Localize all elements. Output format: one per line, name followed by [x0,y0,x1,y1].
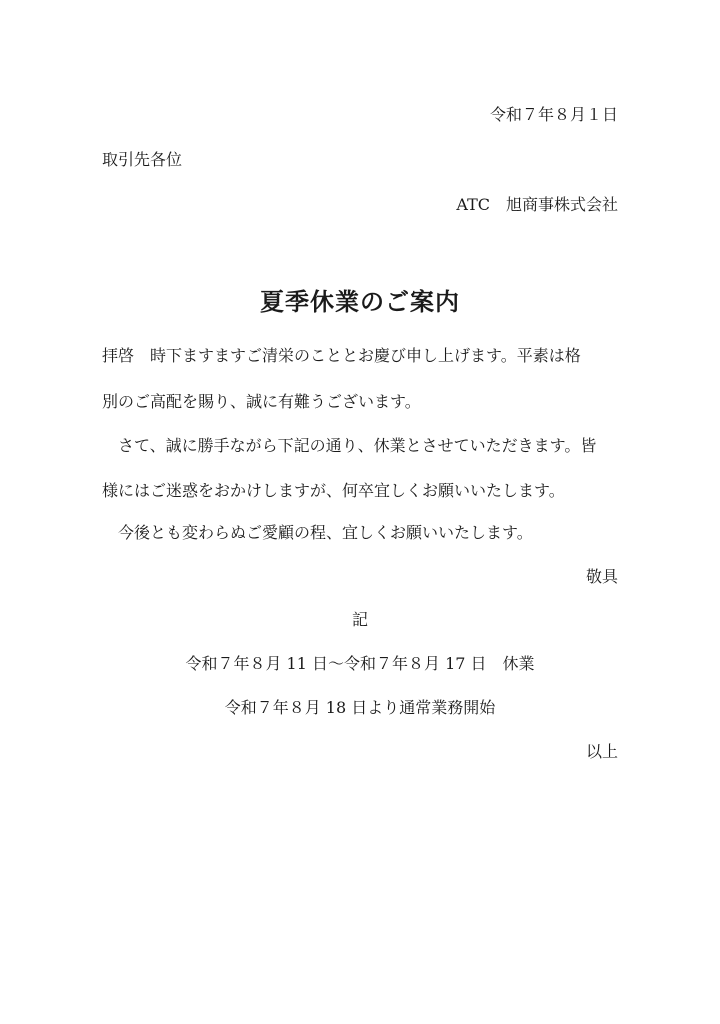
paragraph-2-line-2: 様にはご迷惑をおかけしますが、何卒宜しくお願いいたします。 [102,481,565,500]
document-date: 令和７年８月１日 [489,105,618,124]
sender-company: ATC 旭商事株式会社 [456,195,618,214]
paragraph-2-line-1: さて、誠に勝手ながら下記の通り、休業とさせていただきます。皆 [102,436,597,455]
business-resume: 令和７年８月 18 日より通常業務開始 [224,698,496,717]
paragraph-3-line-1: 今後とも変わらぬご愛顧の程、宜しくお願いいたします。 [102,523,533,542]
document-title: 夏季休業のご案内 [260,288,460,316]
notice-heading: 記 [351,610,368,629]
paragraph-1-line-1: 拝啓 時下ますますご清栄のこととお慶び申し上げます。平素は格 [102,346,581,365]
closing-keigu: 敬具 [585,567,618,586]
holiday-period: 令和７年８月 11 日～令和７年８月 17 日 休業 [185,654,535,673]
recipient-line: 取引先各位 [102,150,183,169]
paragraph-1-line-2: 別のご高配を賜り、誠に有難うございます。 [102,392,421,411]
closing-ijou: 以上 [585,742,618,761]
